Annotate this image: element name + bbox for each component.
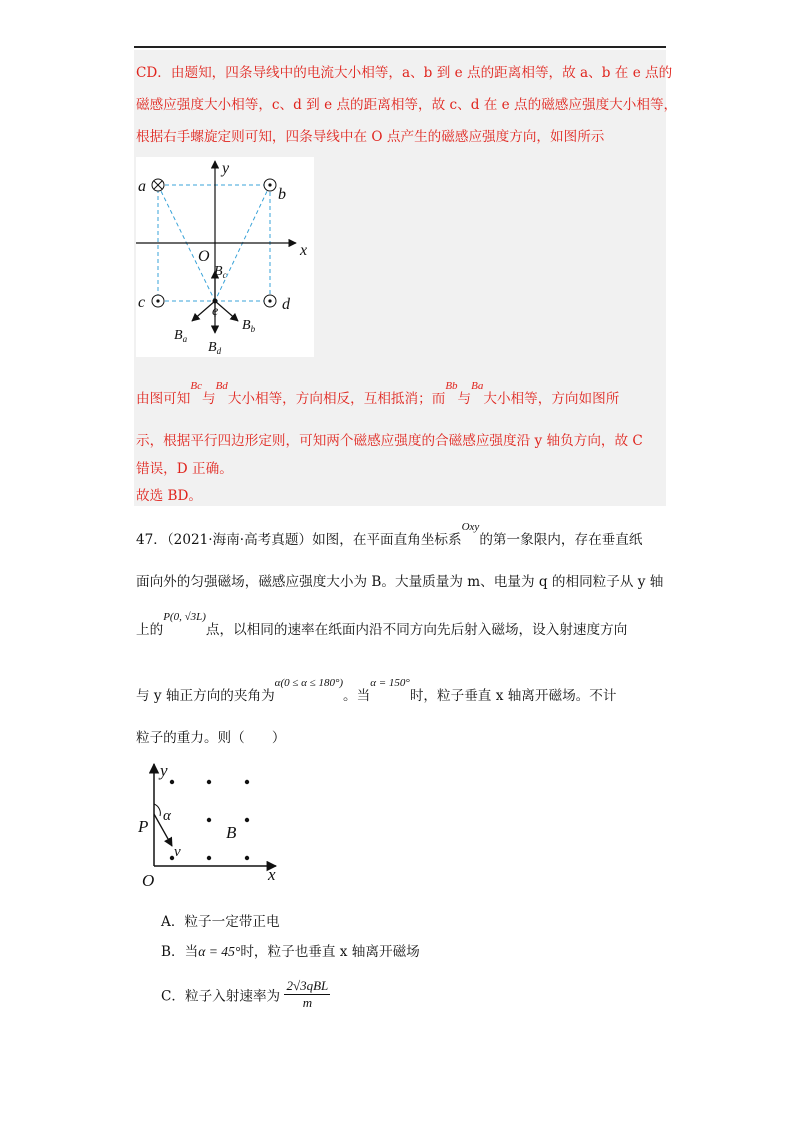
symbol-Oxy: Oxy xyxy=(461,521,480,533)
label-Bb: $B_b$ xyxy=(242,318,256,334)
label-P: P xyxy=(138,817,149,836)
label-a: a xyxy=(138,178,146,195)
field-dots xyxy=(170,780,249,860)
alpha-range: α(0 ≤ α ≤ 180°) xyxy=(274,677,344,689)
wire-c-out-of-page xyxy=(152,295,164,307)
answer-line-1: CD．由题知，四条导线中的电流大小相等，a、b 到 e 点的距离相等，故 a、b 在 e 点的 xyxy=(136,65,673,81)
point-P-coordinates: P(0, √3L) xyxy=(163,611,206,623)
option-B[interactable]: B．当α = 45°时，粒子也垂直 x 轴离开磁场 xyxy=(161,944,420,960)
label-alpha: α xyxy=(163,808,171,824)
question-line-3: 上的$^{P(0, √3L)}$点，以相同的速率在纸面内沿不同方向先后射入磁场，设入射速度方向 xyxy=(136,611,628,638)
symbol-Ba: Ba xyxy=(471,380,484,392)
label-b: b xyxy=(278,186,286,203)
answer-line-4: 由图可知$^{Bc}$与$^{Bd}$大小相等，方向相反，互相抵消；而$^{Bb}$与$^{Ba}$大小相等，方向如图所 xyxy=(136,380,620,407)
label-Bc: $B_c$ xyxy=(214,264,227,280)
top-rule xyxy=(134,46,666,48)
vector-Bb xyxy=(215,301,238,321)
question-line-2: 面向外的匀强磁场，磁感应强度大小为 B。大量质量为 m、电量为 q 的相同粒子从 y 轴 xyxy=(136,574,664,590)
answer-line-3: 根据右手螺旋定则可知，四条导线中在 O 点产生的磁感应强度方向，如图所示 xyxy=(136,129,605,145)
label-O2: O xyxy=(142,871,155,890)
wire-b-out-of-page xyxy=(264,179,276,191)
question-line-1: 47．（2021·海南·高考真题）如图，在平面直角坐标系$^{Oxy}$的第一象限内，存在垂直纸 xyxy=(136,521,643,548)
symbol-Bc: Bc xyxy=(190,380,202,392)
wire-a-into-page xyxy=(152,179,164,191)
option-A[interactable]: A．粒子一定带正电 xyxy=(161,914,280,930)
label-x: x xyxy=(300,242,308,259)
answer-line-5: 示，根据平行四边形定则，可知两个磁感应强度的合磁感应强度沿 y 轴负方向，故 C xyxy=(136,433,643,449)
alpha-45: α = 45° xyxy=(198,944,241,959)
field-figure xyxy=(130,760,290,890)
label-Ba: $B_a$ xyxy=(174,328,188,344)
label-x2: x xyxy=(268,865,276,884)
alpha-150: α = 150° xyxy=(370,677,410,689)
label-y2: y xyxy=(160,761,168,780)
field-diagram xyxy=(130,760,290,890)
wire-d-out-of-page xyxy=(264,295,276,307)
label-Bd: $B_d$ xyxy=(208,340,222,356)
symbol-Bb: Bb xyxy=(445,380,458,392)
label-d: d xyxy=(282,296,290,313)
option-C[interactable]: C．粒子入射速率为 $\frac{\text{2√3qBL}}{m}$ xyxy=(161,978,329,1010)
angle-arc xyxy=(154,804,160,816)
question-line-4: 与 y 轴正方向的夹角为$^{\alpha(0 \le \alpha \le 180^\circ)}$。当$^{\alpha = 150^\circ}$时，粒子垂直 x 轴离开磁场。不计 xyxy=(136,677,617,704)
answer-line-6: 错误，D 正确。 xyxy=(136,461,233,477)
answer-line-7: 故选 BD。 xyxy=(136,488,202,504)
label-origin: O xyxy=(198,248,210,265)
label-B-field: B xyxy=(226,823,237,842)
question-line-5: 粒子的重力。则（ ） xyxy=(136,730,286,746)
label-e: e xyxy=(212,304,219,319)
label-y: y xyxy=(222,160,230,177)
answer-line-2: 磁感应强度大小相等，c、d 到 e 点的距离相等，故 c、d 在 e 点的磁感应强度大小相等， xyxy=(136,97,678,113)
label-v: v xyxy=(174,844,181,860)
symbol-Bd: Bd xyxy=(215,380,228,392)
wire-diagram xyxy=(136,157,314,357)
label-c: c xyxy=(138,294,146,311)
speed-fraction: $\frac{\text{2√3qBL}}{m}$ xyxy=(286,978,329,1010)
wire-figure xyxy=(136,157,314,357)
